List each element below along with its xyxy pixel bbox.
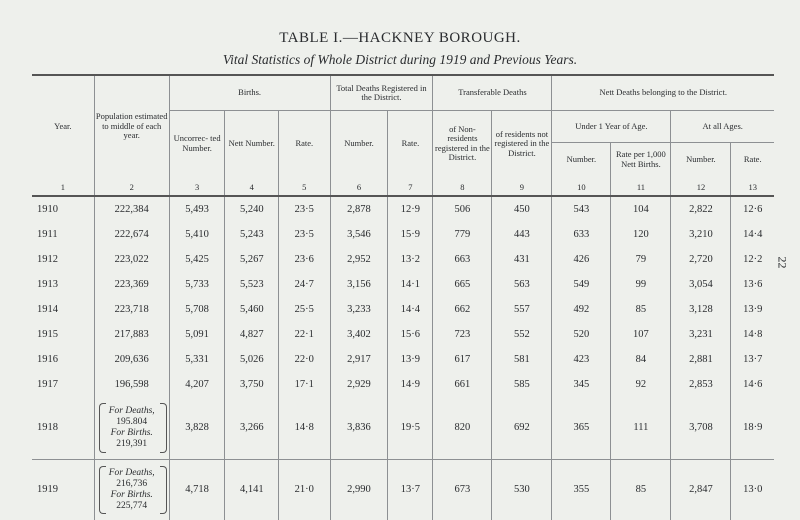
cell-population: 217,883	[94, 322, 169, 347]
table-row-1919	[32, 459, 774, 520]
population-for-births: 225,774	[116, 500, 148, 511]
cell-u1-number: 543	[552, 196, 611, 222]
column-number: 11	[611, 177, 671, 196]
cell-death-rate: 15·6	[388, 322, 433, 347]
cell-u1-rate: 79	[611, 247, 671, 272]
cell-nonres: 820	[433, 397, 492, 460]
cell-birth-rate: 25·5	[279, 297, 330, 322]
header-allages-number: Number.	[671, 143, 731, 177]
cell-deaths: 3,836	[330, 397, 388, 460]
cell-uncorrected: 5,410	[169, 222, 225, 247]
page-number: 22	[775, 256, 790, 269]
cell-uncorrected: 5,733	[169, 272, 225, 297]
row-year: 1914	[37, 303, 58, 315]
cell-all-number: 2,881	[671, 347, 731, 372]
cell-population: 222,674	[94, 222, 169, 247]
cell-nett: 3,266	[225, 397, 279, 460]
cell-population: 209,636	[94, 347, 169, 372]
header-transferable-deaths: Transferable Deaths	[433, 75, 552, 111]
row-year: 1917	[37, 378, 58, 390]
cell-all-number: 3,128	[671, 297, 731, 322]
table-title: TABLE I.—HACKNEY BOROUGH.	[279, 30, 521, 46]
cell-nonres: 663	[433, 247, 492, 272]
header-deaths-number: Number.	[330, 111, 388, 177]
row-year	[32, 459, 94, 520]
cell-res: 581	[492, 347, 552, 372]
cell-birth-rate: 23·5	[279, 222, 330, 247]
cell-death-rate: 19·5	[388, 397, 433, 460]
cell-nett: 5,523	[225, 272, 279, 297]
cell-all-number: 3,054	[671, 272, 731, 297]
cell-nett: 5,460	[225, 297, 279, 322]
column-number: 5	[279, 177, 330, 196]
population-for-births: 219,391	[116, 438, 148, 449]
cell-uncorrected: 5,425	[169, 247, 225, 272]
cell-deaths: 2,878	[330, 196, 388, 222]
cell-nonres: 506	[433, 196, 492, 222]
cell-population: 222,384	[94, 196, 169, 222]
cell-birth-rate: 24·7	[279, 272, 330, 297]
cell-nonres: 779	[433, 222, 492, 247]
cell-deaths: 3,402	[330, 322, 388, 347]
population-split	[94, 397, 169, 460]
row-year: 1910	[37, 203, 58, 215]
cell-all-rate: 14·4	[731, 222, 774, 247]
table-row	[32, 372, 774, 397]
cell-death-rate: 14·9	[388, 372, 433, 397]
table-header	[32, 75, 774, 196]
cell-u1-number: 549	[552, 272, 611, 297]
cell-u1-rate: 84	[611, 347, 671, 372]
cell-u1-number: 520	[552, 322, 611, 347]
cell-nonres: 673	[433, 459, 492, 520]
cell-all-rate: 18·9	[731, 397, 774, 460]
cell-nett: 5,243	[225, 222, 279, 247]
cell-res: 530	[492, 459, 552, 520]
header-births: Births.	[169, 75, 330, 111]
cell-u1-rate: 92	[611, 372, 671, 397]
cell-u1-rate: 85	[611, 459, 671, 520]
row-year: 1911	[37, 228, 58, 240]
cell-all-rate: 13·9	[731, 297, 774, 322]
cell-u1-rate: 120	[611, 222, 671, 247]
cell-population: 223,718	[94, 297, 169, 322]
cell-birth-rate: 23·5	[279, 196, 330, 222]
cell-all-number: 2,847	[671, 459, 731, 520]
column-number: 12	[671, 177, 731, 196]
cell-res: 692	[492, 397, 552, 460]
cell-res: 450	[492, 196, 552, 222]
for-deaths-label: For Deaths,	[108, 405, 155, 416]
cell-u1-number: 345	[552, 372, 611, 397]
cell-deaths: 2,990	[330, 459, 388, 520]
cell-deaths: 2,917	[330, 347, 388, 372]
header-population: Population estimated to middle of each year.	[94, 75, 169, 177]
year-value: 1919	[37, 484, 58, 495]
cell-all-number: 2,853	[671, 372, 731, 397]
header-births-rate: Rate.	[279, 111, 330, 177]
cell-u1-number: 633	[552, 222, 611, 247]
column-number: 3	[169, 177, 225, 196]
cell-death-rate: 15·9	[388, 222, 433, 247]
cell-uncorrected: 5,331	[169, 347, 225, 372]
cell-nonres: 665	[433, 272, 492, 297]
table-row	[32, 322, 774, 347]
cell-u1-number: 426	[552, 247, 611, 272]
header-births-uncorrected: Uncorrec- ted Number.	[169, 111, 225, 177]
cell-res: 585	[492, 372, 552, 397]
header-births-nett: Nett Number.	[225, 111, 279, 177]
vital-statistics-table	[32, 74, 774, 520]
cell-res: 563	[492, 272, 552, 297]
cell-all-number: 3,708	[671, 397, 731, 460]
cell-all-number: 3,210	[671, 222, 731, 247]
cell-all-number: 3,231	[671, 322, 731, 347]
cell-death-rate: 13·2	[388, 247, 433, 272]
row-year: 1912	[37, 253, 58, 265]
table-row	[32, 297, 774, 322]
right-brace	[160, 466, 167, 514]
cell-uncorrected: 3,828	[169, 397, 225, 460]
header-deaths-rate: Rate.	[388, 111, 433, 177]
cell-population: 223,369	[94, 272, 169, 297]
cell-res: 552	[492, 322, 552, 347]
column-numbers-row	[32, 177, 774, 196]
left-brace	[99, 403, 106, 453]
header-all-ages: At all Ages.	[671, 111, 774, 143]
column-number: 9	[492, 177, 552, 196]
table-row	[32, 272, 774, 297]
for-deaths-label: For Deaths,	[108, 467, 155, 478]
column-number: 8	[433, 177, 492, 196]
column-number: 13	[731, 177, 774, 196]
header-nett-deaths: Nett Deaths belonging to the District.	[552, 75, 774, 111]
cell-all-rate: 14·6	[731, 372, 774, 397]
right-brace	[160, 403, 167, 453]
row-year: 1915	[37, 328, 58, 340]
header-total-deaths: Total Deaths Registered in the District.	[330, 75, 433, 111]
cell-deaths: 3,546	[330, 222, 388, 247]
header-under-1-year: Under 1 Year of Age.	[552, 111, 671, 143]
cell-nett: 5,026	[225, 347, 279, 372]
row-year	[32, 397, 94, 460]
cell-birth-rate: 17·1	[279, 372, 330, 397]
cell-all-rate: 14·8	[731, 322, 774, 347]
cell-nett: 4,141	[225, 459, 279, 520]
cell-population: 223,022	[94, 247, 169, 272]
header-residents: of residents not registered in the District.	[492, 111, 552, 177]
cell-uncorrected: 4,207	[169, 372, 225, 397]
row-year: 1916	[37, 353, 58, 365]
cell-death-rate: 13·7	[388, 459, 433, 520]
cell-u1-number: 492	[552, 297, 611, 322]
cell-res: 443	[492, 222, 552, 247]
table-subtitle: Vital Statistics of Whole District during 1919 and Previous Years.	[222, 52, 578, 67]
cell-deaths: 3,233	[330, 297, 388, 322]
cell-res: 431	[492, 247, 552, 272]
cell-u1-rate: 99	[611, 272, 671, 297]
cell-deaths: 3,156	[330, 272, 388, 297]
cell-nett: 3,750	[225, 372, 279, 397]
header-under1-number: Number.	[552, 143, 611, 177]
table-row	[32, 247, 774, 272]
cell-nonres: 662	[433, 297, 492, 322]
cell-death-rate: 12·9	[388, 196, 433, 222]
cell-nett: 5,240	[225, 196, 279, 222]
cell-uncorrected: 5,493	[169, 196, 225, 222]
cell-u1-rate: 85	[611, 297, 671, 322]
header-allages-rate: Rate.	[731, 143, 774, 177]
cell-nett: 5,267	[225, 247, 279, 272]
header-year: Year.	[32, 75, 94, 177]
cell-nett: 4,827	[225, 322, 279, 347]
cell-u1-number: 355	[552, 459, 611, 520]
table-row	[32, 222, 774, 247]
column-number: 10	[552, 177, 611, 196]
population-for-deaths: 195.804	[116, 416, 148, 427]
cell-deaths: 2,952	[330, 247, 388, 272]
cell-all-rate: 13·0	[731, 459, 774, 520]
column-number: 1	[32, 177, 94, 196]
cell-deaths: 2,929	[330, 372, 388, 397]
for-births-label: For Births.	[110, 489, 153, 500]
cell-all-number: 2,720	[671, 247, 731, 272]
table-row	[32, 347, 774, 372]
cell-u1-rate: 107	[611, 322, 671, 347]
cell-u1-number: 423	[552, 347, 611, 372]
cell-population: 196,598	[94, 372, 169, 397]
cell-uncorrected: 5,708	[169, 297, 225, 322]
cell-all-rate: 13·7	[731, 347, 774, 372]
cell-nonres: 617	[433, 347, 492, 372]
cell-birth-rate: 22·1	[279, 322, 330, 347]
table-body	[32, 196, 774, 520]
cell-nonres: 661	[433, 372, 492, 397]
year-value: 1918	[37, 422, 58, 433]
population-split	[94, 459, 169, 520]
cell-all-rate: 12·6	[731, 196, 774, 222]
table-row	[32, 196, 774, 222]
cell-death-rate: 14·4	[388, 297, 433, 322]
row-year: 1913	[37, 278, 58, 290]
cell-all-rate: 12·2	[731, 247, 774, 272]
column-number: 7	[388, 177, 433, 196]
cell-birth-rate: 14·8	[279, 397, 330, 460]
cell-all-number: 2,822	[671, 196, 731, 222]
cell-u1-number: 365	[552, 397, 611, 460]
cell-birth-rate: 23·6	[279, 247, 330, 272]
column-number: 2	[94, 177, 169, 196]
column-number: 4	[225, 177, 279, 196]
cell-death-rate: 13·9	[388, 347, 433, 372]
cell-all-rate: 13·6	[731, 272, 774, 297]
cell-u1-rate: 111	[611, 397, 671, 460]
cell-u1-rate: 104	[611, 196, 671, 222]
population-for-deaths: 216,736	[116, 478, 148, 489]
header-under1-rate: Rate per 1,000 Nett Births.	[611, 143, 671, 177]
cell-birth-rate: 22·0	[279, 347, 330, 372]
cell-uncorrected: 4,718	[169, 459, 225, 520]
cell-nonres: 723	[433, 322, 492, 347]
cell-birth-rate: 21·0	[279, 459, 330, 520]
cell-uncorrected: 5,091	[169, 322, 225, 347]
left-brace	[99, 466, 106, 514]
cell-death-rate: 14·1	[388, 272, 433, 297]
cell-res: 557	[492, 297, 552, 322]
header-nonresidents: of Non- residents registered in the District.	[433, 111, 492, 177]
for-births-label: For Births.	[110, 427, 153, 438]
column-number: 6	[330, 177, 388, 196]
table-row-1918	[32, 397, 774, 460]
